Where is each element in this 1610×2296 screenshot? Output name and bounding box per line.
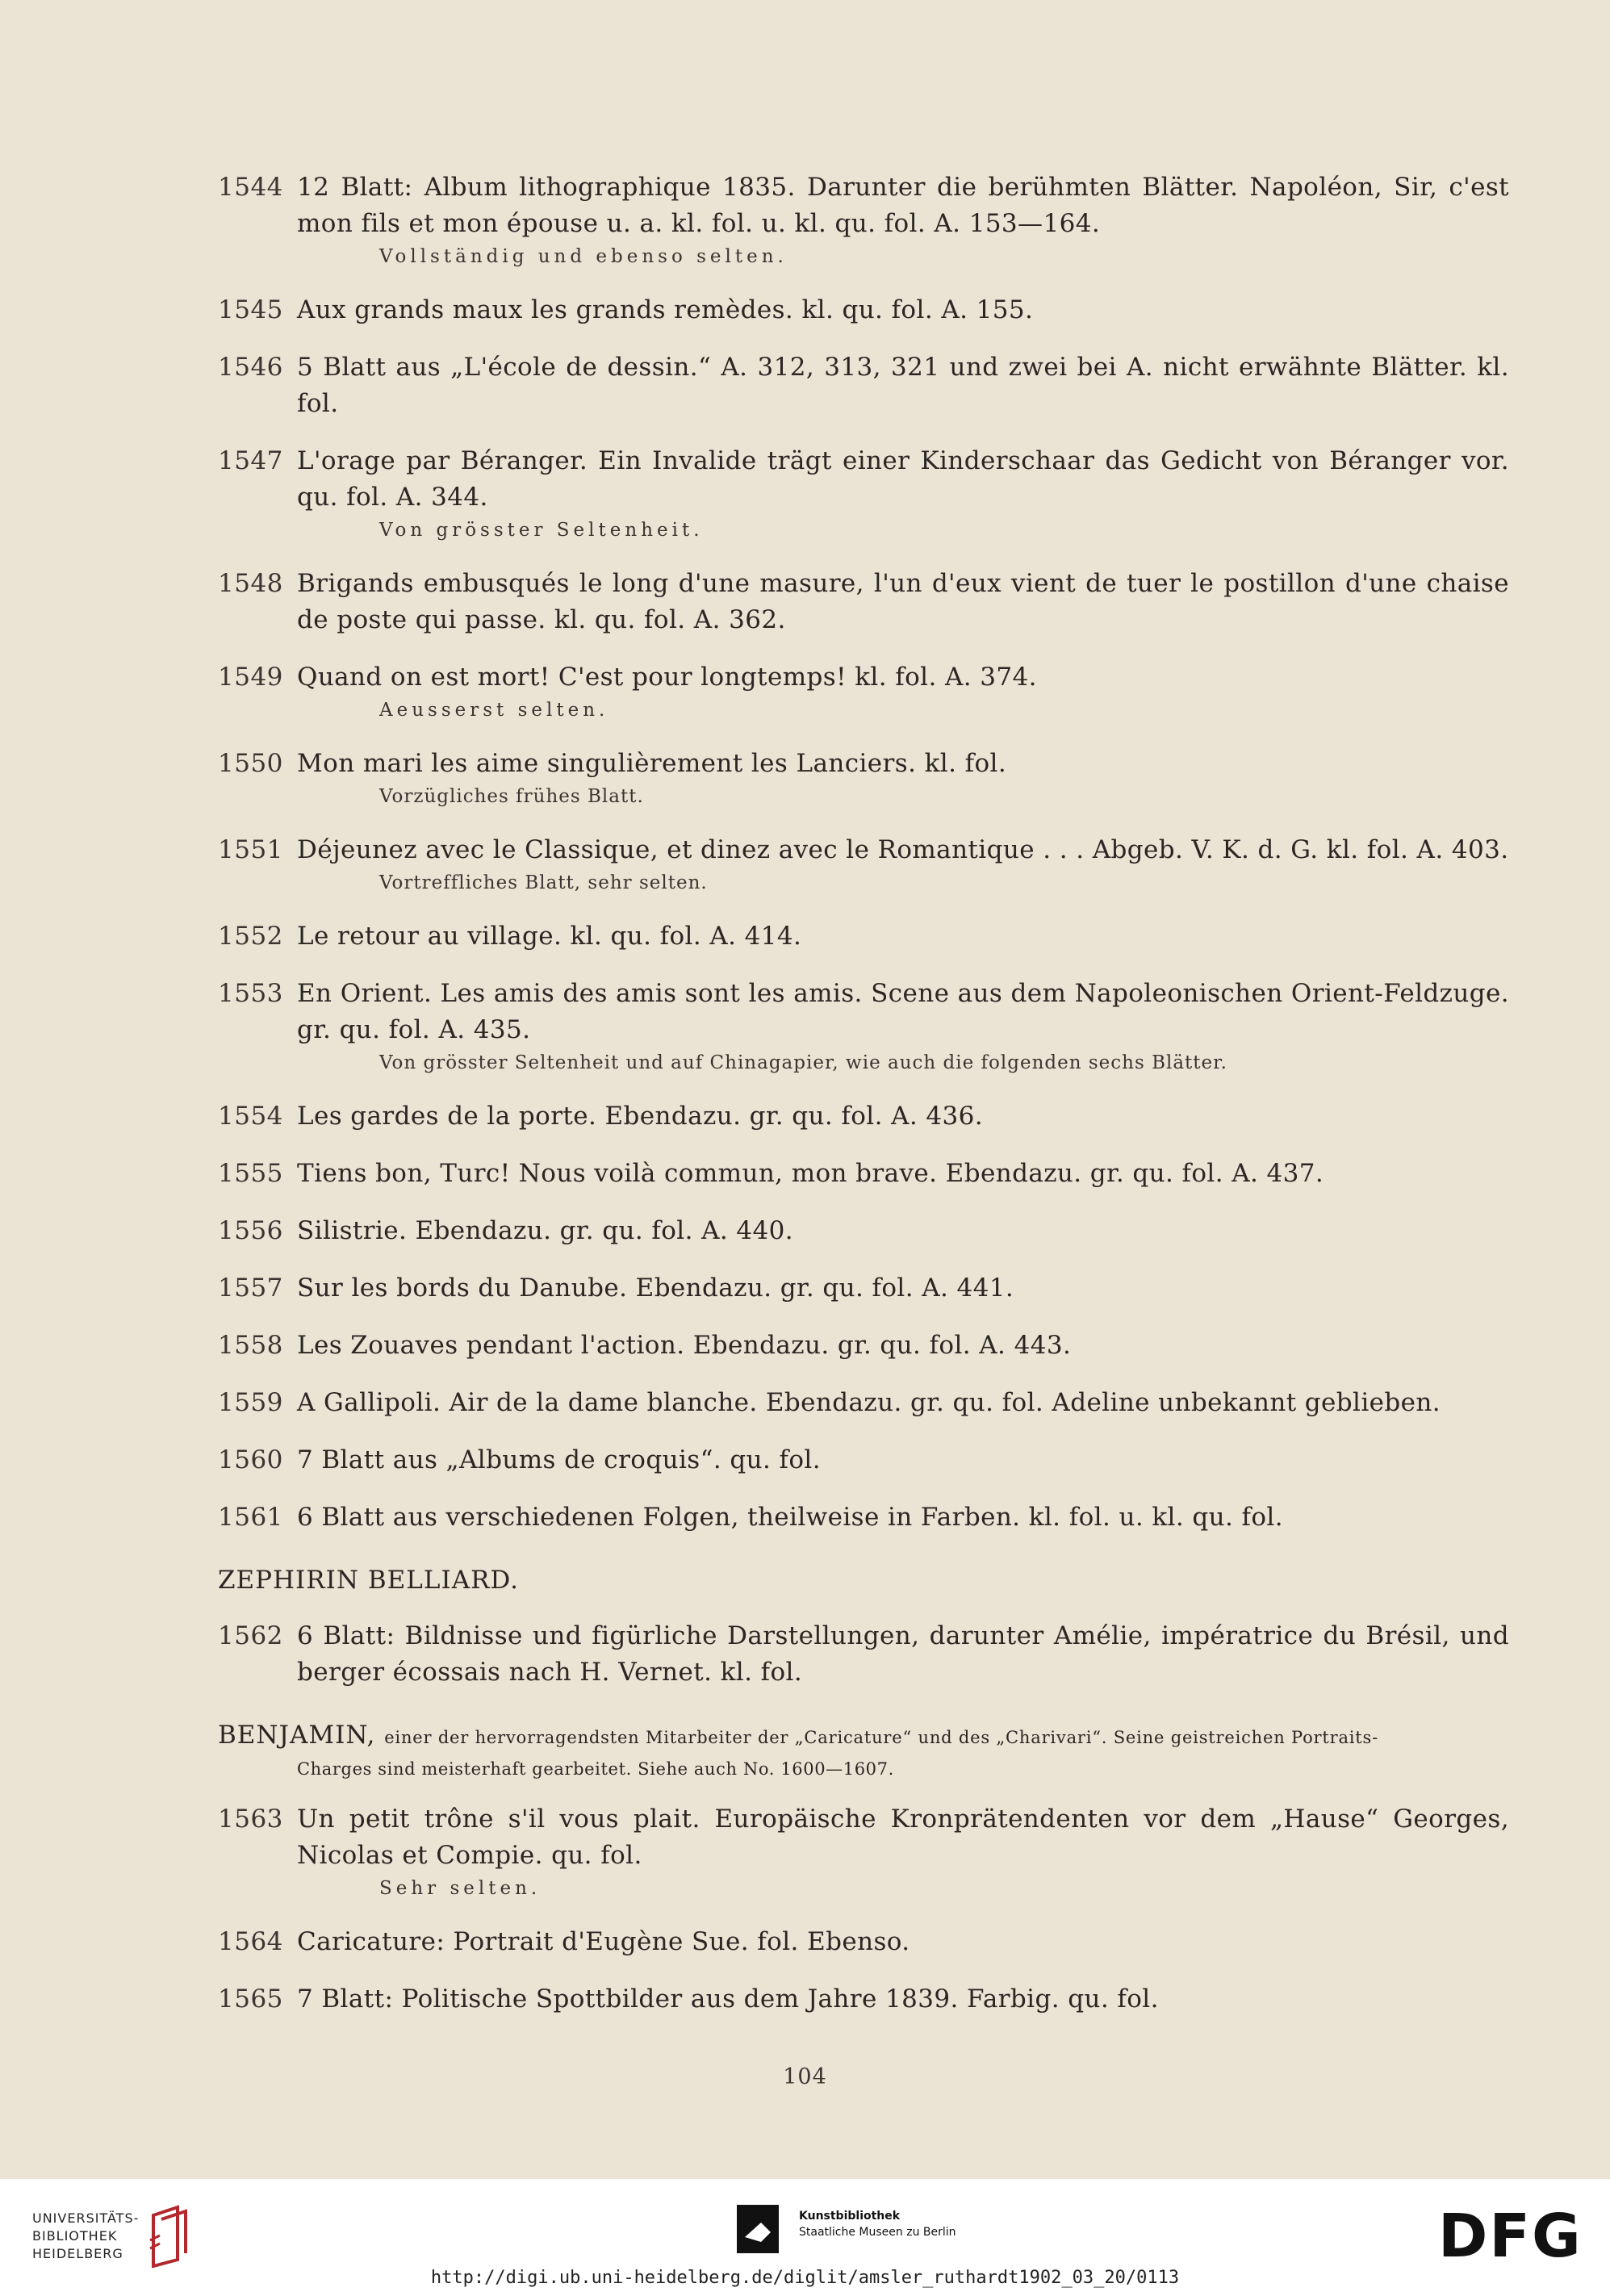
entry-number: 1548 [218,569,283,598]
catalog-entry [218,659,1509,725]
entry-number: 1551 [218,835,283,864]
entry-number: 1547 [218,446,283,475]
university-library-label: UNIVERSITÄTS- BIBLIOTHEK HEIDELBERG [32,2210,140,2261]
catalog-entry [218,566,1509,638]
entry-text: 6 Blatt aus verschiedenen Folgen, theilweise in Farben. kl. fol. u. kl. qu. fol. [297,1503,1283,1532]
catalog-entry [218,443,1509,545]
source-url[interactable]: http://digi.ub.uni-heidelberg.de/diglit/amsler_ruthardt1902_03_20/0113 [430,2268,1180,2288]
kunstbibliothek-label: Kunstbibliothek Staatliche Museen zu Berlin [799,2210,956,2239]
entry-note: Vortreffliches Blatt, sehr selten. [379,872,708,893]
entry-text: Aux grands maux les grands remèdes. kl. qu. fol. A. 155. [297,295,1034,324]
entry-text: Déjeunez avec le Classique, et dinez avec le Romantique . . . Abgeb. V. K. d. G. kl. fol. A. 403. [297,835,1509,864]
entry-number: 1546 [218,353,283,382]
catalog-entry [218,1442,1509,1478]
catalog-entry [218,1801,1509,1903]
entry-number: 1565 [218,1984,283,2014]
page-number: 104 [783,2064,827,2089]
entry-note: Von grösster Seltenheit und auf Chinagapier, wie auch die folgenden sechs Blätter. [379,1052,1227,1073]
entry-number: 1564 [218,1927,283,1956]
entry-number: 1561 [218,1503,283,1532]
entry-number: 1554 [218,1102,283,1131]
entry-number: 1555 [218,1159,283,1188]
catalog-entry [218,1213,1509,1249]
entry-text: 12 Blatt: Album lithographique 1835. Darunter die berühmten Blätter. Napoléon, Sir, c'est mon fils et mon épouse u. a. kl. fol. u. kl. qu. fol. A. 153—164. [297,173,1509,238]
catalog-entry [218,1385,1509,1421]
catalog-entry [218,169,1509,271]
catalog-entry [218,746,1509,811]
entry-text: Sur les bords du Danube. Ebendazu. gr. qu. fol. A. 441. [297,1273,1014,1303]
entry-text: Caricature: Portrait d'Eugène Sue. fol. Ebenso. [297,1927,910,1956]
entry-text: En Orient. Les amis des amis sont les amis. Scene aus dem Napoleonischen Orient-Feldzuge. gr. qu. fol. A. 435. [297,979,1509,1044]
catalog-entry [218,918,1509,955]
artist-name: BENJAMIN, [218,1721,376,1750]
entry-number: 1563 [218,1805,283,1834]
catalog-entry [218,832,1509,897]
entry-text: Les Zouaves pendant l'action. Ebendazu. gr. qu. fol. A. 443. [297,1331,1072,1360]
catalog-entry [218,1499,1509,1536]
artist-description-cont: Charges sind meisterhaft gearbeitet. Siehe auch No. 1600—1607. [297,1759,894,1779]
entry-number: 1553 [218,979,283,1008]
catalog-entry [218,1098,1509,1135]
entry-number: 1560 [218,1445,283,1474]
entry-text: 7 Blatt aus „Albums de croquis“. qu. fol. [297,1445,821,1474]
entry-number: 1550 [218,749,283,778]
artist-heading-benjamin [218,1717,1509,1756]
catalog-entry [218,1156,1509,1192]
entry-number: 1552 [218,922,283,951]
entry-text: L'orage par Béranger. Ein Invalide trägt einer Kinderschaar das Gedicht von Béranger vor. qu. fol. A. 344. [297,446,1509,512]
entry-text: Les gardes de la porte. Ebendazu. gr. qu. fol. A. 436. [297,1102,984,1131]
entry-number: 1549 [218,663,283,692]
artist-description: einer der hervorragendsten Mitarbeiter der „Caricature“ und des „Charivari“. Seine geistreichen Portraits- [384,1728,1378,1747]
entry-note: Vorzügliches frühes Blatt. [379,786,644,807]
dfg-logo: DFG [1438,2202,1583,2271]
catalog-entry [218,976,1509,1077]
entry-text: Quand on est mort! C'est pour longtemps! kl. fol. A. 374. [297,663,1037,692]
entry-text: Le retour au village. kl. qu. fol. A. 414. [297,922,802,951]
entry-text: Tiens bon, Turc! Nous voilà commun, mon brave. Ebendazu. gr. qu. fol. A. 437. [297,1159,1324,1188]
catalog-entry [218,1618,1509,1691]
entry-number: 1557 [218,1273,283,1303]
kunstbibliothek-logo-icon [737,2205,779,2253]
entry-text: 7 Blatt: Politische Spottbilder aus dem Jahre 1839. Farbig. qu. fol. [297,1984,1159,2014]
catalog-entry [218,1270,1509,1307]
entry-text: Silistrie. Ebendazu. gr. qu. fol. A. 440. [297,1216,794,1245]
catalog-entry [218,1328,1509,1364]
entry-text: Brigands embusqués le long d'une masure, l'un d'eux vient de tuer le postillon d'une chaise de poste qui passe. kl. qu. fol. A. 362. [297,569,1509,634]
entry-number: 1545 [218,295,283,324]
entry-text: A Gallipoli. Air de la dame blanche. Ebendazu. gr. qu. fol. Adeline unbekannt geblieben. [297,1388,1441,1417]
catalog-entry [218,1981,1509,2018]
entry-number: 1559 [218,1388,283,1417]
entry-note: Sehr selten. [379,1878,542,1899]
artist-heading-belliard: ZEPHIRIN BELLIARD. [218,1566,520,1595]
entry-text: Un petit trône s'il vous plait. Europäische Kronprätendenten vor dem „Hause“ Georges, Nicolas et Compie. qu. fol. [297,1805,1509,1870]
catalog-entry [218,292,1509,328]
entry-text: 5 Blatt aus „L'école de dessin.“ A. 312, 313, 321 und zwei bei A. nicht erwähnte Blätter. kl. fol. [297,353,1509,418]
entry-text: Mon mari les aime singulièrement les Lanciers. kl. fol. [297,749,1007,778]
entry-note: Vollständig und ebenso selten. [379,246,788,267]
entry-text: 6 Blatt: Bildnisse und figürliche Darstellungen, darunter Amélie, impératrice du Brésil, und berger écossais nach H. Vernet. kl. fol. [297,1621,1509,1687]
university-logo-icon [145,2203,194,2268]
catalog-entry [218,1924,1509,1960]
entry-number: 1544 [218,173,283,202]
digitization-footer [0,2179,1610,2296]
catalog-entry [218,349,1509,422]
entry-number: 1556 [218,1216,283,1245]
entry-number: 1558 [218,1331,283,1360]
entry-note: Von grösster Seltenheit. [379,520,704,541]
entry-number: 1562 [218,1621,283,1650]
catalog-entries [218,169,1509,2018]
entry-note: Aeusserst selten. [379,700,609,721]
